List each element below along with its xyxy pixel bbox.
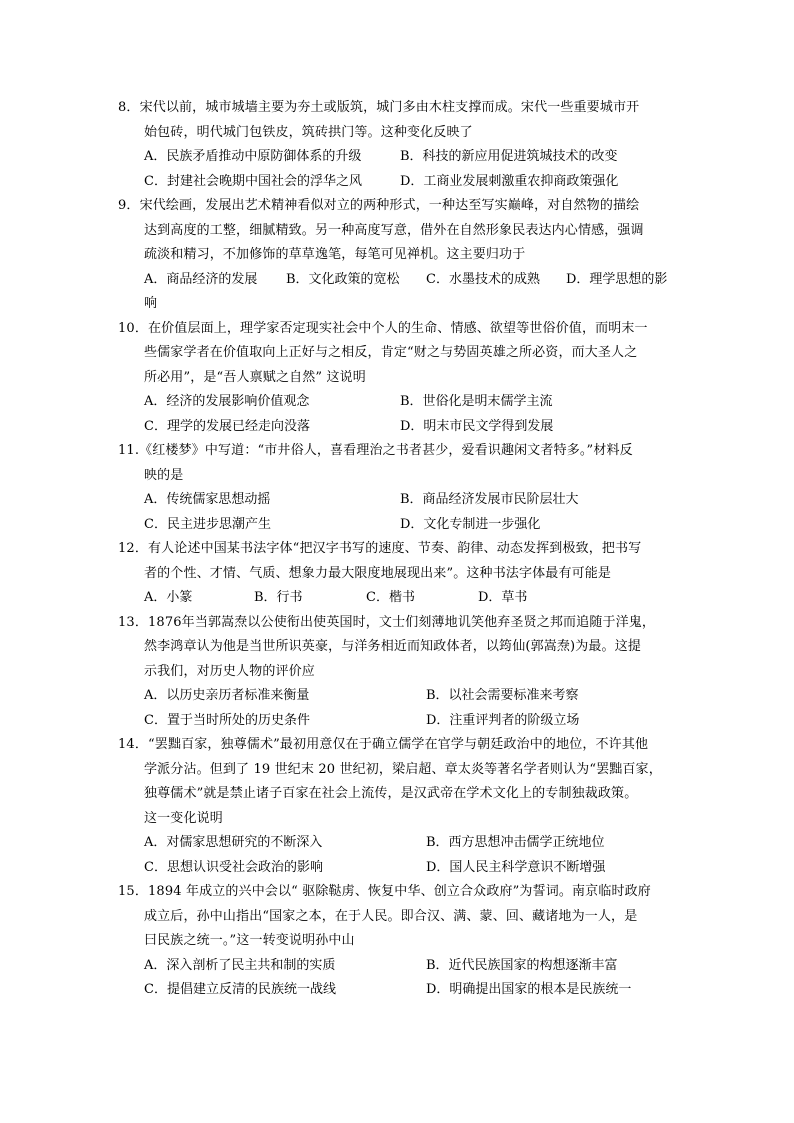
option-b: B．文化政策的宽松 (286, 271, 400, 287)
question-text: 成立后，孙中山指出“国家之本，在于人民。即合汉、满、蒙、回、藏诸地为一人，是 (144, 908, 638, 924)
option-d: D．注重评判者的阶级立场 (426, 712, 580, 728)
option-d: D．国人民主科学意识不断增强 (426, 859, 606, 875)
question-text: 达到高度的工整，细腻精致。另一种高度写意，借外在自然形象民表达内心情感，强调 (144, 222, 644, 238)
option-b: B．商品经济发展市民阶层壮大 (400, 492, 579, 507)
option-b: B．世俗化是明末儒学主流 (400, 394, 553, 409)
question-text: 者的个性、才情、气质、想象力最大限度地展现出来”。这种书法字体最有可能是 (144, 565, 612, 581)
question-text: 11.《红楼梦》中写道：“市井俗人，喜看理治之书者甚少，爱看识趣闲文者特多。”材料反 (118, 443, 633, 458)
question-text: 14．“罢黜百家，独尊儒术”最初用意仅在于确立儒学在官学与朝廷政治中的地位，不许其他 (118, 737, 649, 752)
option-c: C．民主进步思潮产生 (144, 516, 271, 532)
option-b: B．以社会需要标准来考察 (426, 688, 579, 703)
option-d: D．工商业发展刺激重农抑商政策强化 (400, 173, 619, 189)
option-c: C．置于当时所处的历史条件 (144, 712, 310, 728)
question-text: 学派分沾。但到了 19 世纪末 20 世纪初，梁启超、章太炎等著名学者则认为“罢黜百家， (144, 761, 662, 777)
options (118, 145, 678, 194)
question-15 (118, 880, 678, 1003)
options (118, 488, 678, 537)
question-text: 映的是 (144, 467, 184, 483)
question-text: 9．宋代绘画，发展出艺术精神看似对立的两种形式，一种达至写实巅峰，对自然物的描绘 (118, 198, 640, 213)
option-a: A．小篆 (144, 590, 193, 605)
option-a: A．对儒家思想研究的不断深入 (144, 835, 323, 850)
question-10 (118, 317, 678, 440)
question-text: 10．在价值层面上，理学家否定现实社会中个人的生命、情感、欲望等世俗价值，而明末一 (118, 320, 648, 336)
option-d: D．明末市民文学得到发展 (400, 418, 554, 434)
question-8 (118, 96, 678, 194)
options (118, 684, 678, 733)
question-text: 然李鸿章认为他是当世所识英豪，与洋务相近而知政体者，以筠仙(郭嵩焘)为最。这提 (144, 639, 641, 654)
option-c: C．封建社会晚期中国社会的浮华之风 (144, 173, 362, 189)
option-d-wrap: 响 (144, 296, 158, 311)
options (118, 390, 678, 439)
question-text: 12．有人论述中国某书法字体“把汉字书写的速度、节奏、韵律、动态发挥到极致，把书写 (118, 541, 642, 556)
option-d: D．草书 (478, 590, 528, 605)
question-14 (118, 733, 678, 880)
question-list (118, 96, 678, 1003)
option-a: A．传统儒家思想动摇 (144, 492, 271, 507)
options (118, 586, 678, 611)
option-c: C．理学的发展已经走向没落 (144, 418, 310, 434)
option-a: A．经济的发展影响价值观念 (144, 394, 310, 409)
question-text: 所必用”，是“吾人禀赋之自然” 这说明 (144, 369, 366, 385)
question-text: 示我们，对历史人物的评价应 (144, 663, 315, 679)
question-text: 这一变化说明 (144, 810, 223, 826)
question-text: 15．1894 年成立的兴中会以“ 驱除鞑虏、恢复中华、创立合众政府”为誓词。南京临时政府 (118, 884, 651, 899)
question-text: 8．宋代以前，城市城墙主要为夯土或版筑，城门多由木柱支撑而成。宋代一些重要城市开 (118, 100, 640, 115)
options (118, 831, 678, 880)
option-b: B．科技的新应用促进筑城技术的改变 (400, 149, 618, 164)
option-a: A．民族矛盾推动中原防御体系的升级 (144, 149, 362, 164)
question-11 (118, 439, 678, 537)
option-c: C．思想认识受社会政治的影响 (144, 859, 323, 875)
option-c: C．提倡建立反清的民族统一战线 (144, 982, 336, 997)
option-b: B．西方思想冲击儒学正统地位 (426, 835, 605, 850)
question-12 (118, 537, 678, 611)
option-b: B．近代民族国家的构想逐渐丰富 (426, 957, 618, 973)
option-a: A．商品经济的发展 (144, 271, 258, 287)
question-text: 独尊儒术”就是禁止诸子百家在社会上流传，是汉武帝在学术文化上的专制独裁政策。 (144, 786, 638, 801)
option-a: A．深入剖析了民主共和制的实质 (144, 957, 336, 973)
option-b: B．行书 (254, 590, 303, 605)
question-text: 疏淡和精习，不加修饰的草草逸笔，每笔可见禅机。这主要归功于 (144, 247, 526, 262)
options (118, 268, 678, 317)
option-a: A．以历史亲历者标准来衡量 (144, 688, 310, 703)
question-13 (118, 611, 678, 734)
question-text: 些儒家学者在价值取向上正好与之相反，肯定“财之与势固英雄之所必资，而大圣人之 (144, 345, 638, 360)
question-9 (118, 194, 678, 317)
question-text: 始包砖，明代城门包铁皮，筑砖拱门等。这种变化反映了 (144, 124, 473, 140)
question-text: 曰民族之统一。”这一转变说明孙中山 (144, 933, 355, 948)
option-c: C．楷书 (366, 590, 415, 605)
option-d: D．理学思想的影 (566, 271, 668, 287)
options (118, 954, 678, 1003)
option-c: C．水墨技术的成熟 (426, 271, 540, 287)
question-text: 13．1876年当郭嵩焘以公使衔出使英国时，文士们刻薄地讥笑他弃圣贤之邦而追随于洋鬼， (118, 614, 656, 630)
option-d: D．明确提出国家的根本是民族统一 (426, 982, 632, 997)
option-d: D．文化专制进一步强化 (400, 516, 541, 532)
